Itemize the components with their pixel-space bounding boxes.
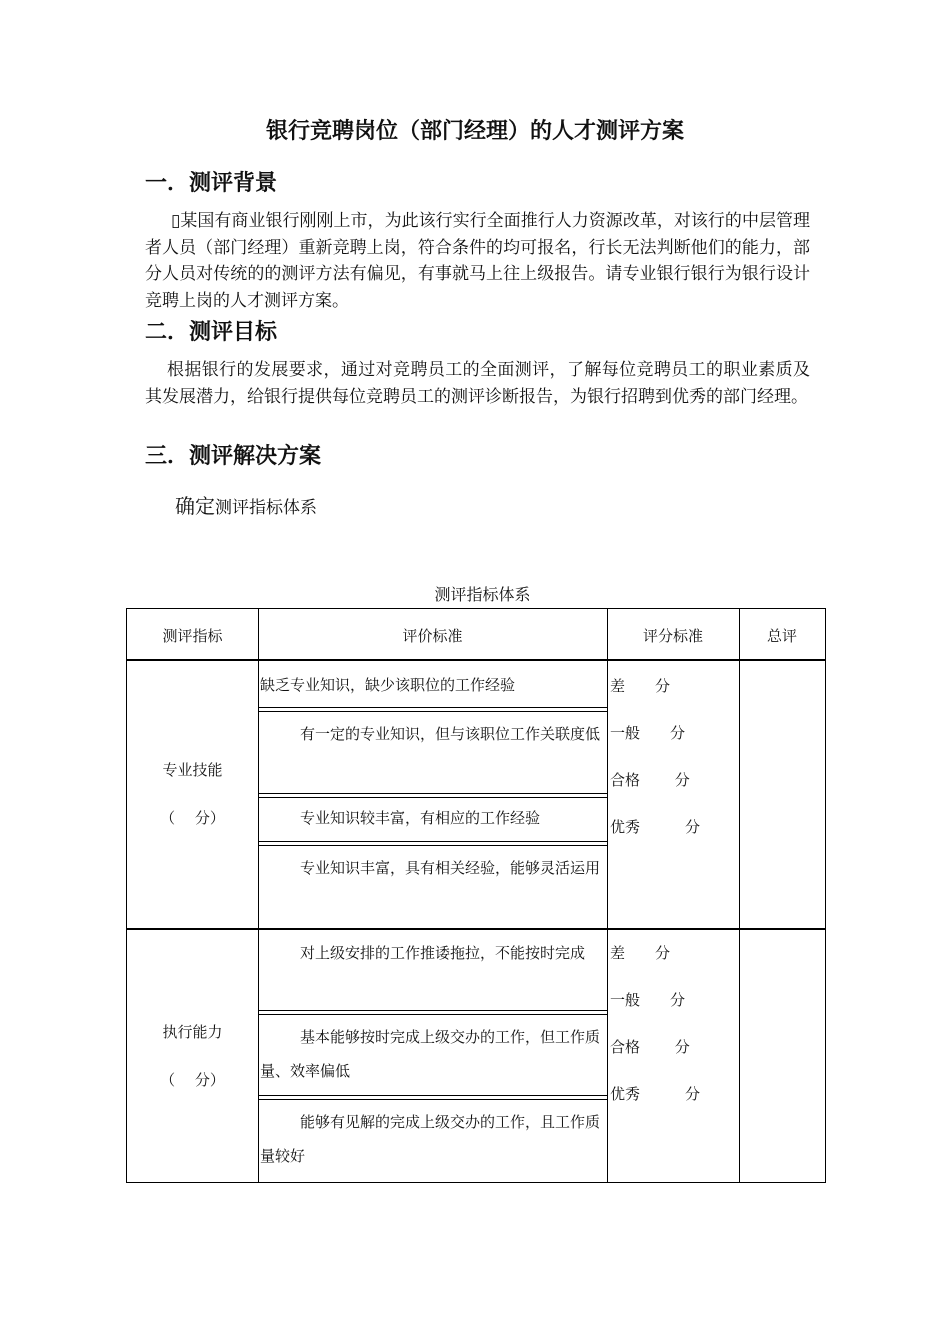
score-level: 一般 分: [610, 991, 686, 1009]
index-points: （ 分）: [160, 1071, 225, 1089]
criteria-text: 有一定的专业知识，但与该职位工作关联度低: [300, 725, 601, 743]
header-index: 测评指标: [162, 626, 223, 645]
section-heading-background: 一．测评背景: [145, 171, 278, 196]
table-caption: 测评指标体系: [434, 585, 531, 604]
criteria-text: 对上级安排的工作推诿拖拉，不能按时完成: [300, 944, 586, 962]
section-heading-solution: 三．测评解决方案: [145, 444, 322, 469]
score-level: 差 分: [610, 944, 671, 962]
criteria-divider: [258, 711, 607, 712]
index-points: （ 分）: [160, 809, 225, 827]
section-heading-goal: 二．测评目标: [145, 320, 278, 345]
section-text-goal: 根据银行的发展要求，通过对竞聘员工的全面测评，了解每位竞聘员工的职业素质及其发展潜力，给银行提供每位竞聘员工的测评诊断报告，为银行招聘到优秀的部门经理。: [145, 360, 810, 407]
criteria-text: 专业知识较丰富，有相应的工作经验: [300, 809, 541, 827]
score-level: 合格 分: [610, 771, 690, 789]
column-divider: [607, 609, 608, 1182]
section-text-background: ▯某国有商业银行刚刚上市，为此该行实行全面推行人力资源改革，对该行的中层管理者人员（部门经理）重新竞聘上岗，符合条件的均可报名，行长无法判断他们的能力，部分人员对传统的的测评方法有偏见，有事就马上往上级报告。请专业银行银行为银行设计竞聘上岗的人才测评方案。: [145, 211, 810, 311]
score-level: 合格 分: [610, 1038, 690, 1056]
header-overall: 总评: [766, 626, 797, 645]
criteria-divider: [258, 707, 607, 708]
evaluation-table: [126, 608, 826, 1183]
criteria-divider: [258, 845, 607, 846]
criteria-text: 能够有见解的完成上级交办的工作，且工作质量较好: [260, 1113, 601, 1165]
score-level: 优秀 分: [610, 818, 701, 836]
score-level: 优秀 分: [610, 1085, 701, 1103]
index-name: 执行能力: [162, 1023, 223, 1041]
header-criteria: 评价标准: [402, 626, 463, 645]
criteria-divider: [258, 797, 607, 798]
confirm-small-text: 测评指标体系: [215, 498, 317, 518]
criteria-divider: [258, 1014, 607, 1015]
criteria-divider: [258, 1095, 607, 1096]
header-scoring: 评分标准: [642, 626, 703, 645]
column-divider: [739, 609, 740, 1182]
criteria-text: 缺乏专业知识，缺少该职位的工作经验: [260, 676, 516, 694]
index-name: 专业技能: [162, 761, 223, 779]
column-divider: [258, 609, 259, 1182]
criteria-text: 基本能够按时完成上级交办的工作，但工作质量、效率偏低: [260, 1028, 601, 1080]
criteria-divider: [258, 793, 607, 794]
criteria-divider: [258, 1010, 607, 1011]
row-divider: [127, 928, 825, 930]
criteria-divider: [258, 1099, 607, 1100]
solution-subheading: [175, 490, 317, 519]
criteria-text: 专业知识丰富，具有相关经验，能够灵活运用: [300, 859, 601, 877]
score-level: 一般 分: [610, 724, 686, 742]
document-title: 银行竞聘岗位（部门经理）的人才测评方案: [265, 119, 684, 144]
criteria-divider: [258, 841, 607, 842]
score-level: 差 分: [610, 677, 671, 695]
confirm-big-text: 确定: [175, 494, 215, 518]
